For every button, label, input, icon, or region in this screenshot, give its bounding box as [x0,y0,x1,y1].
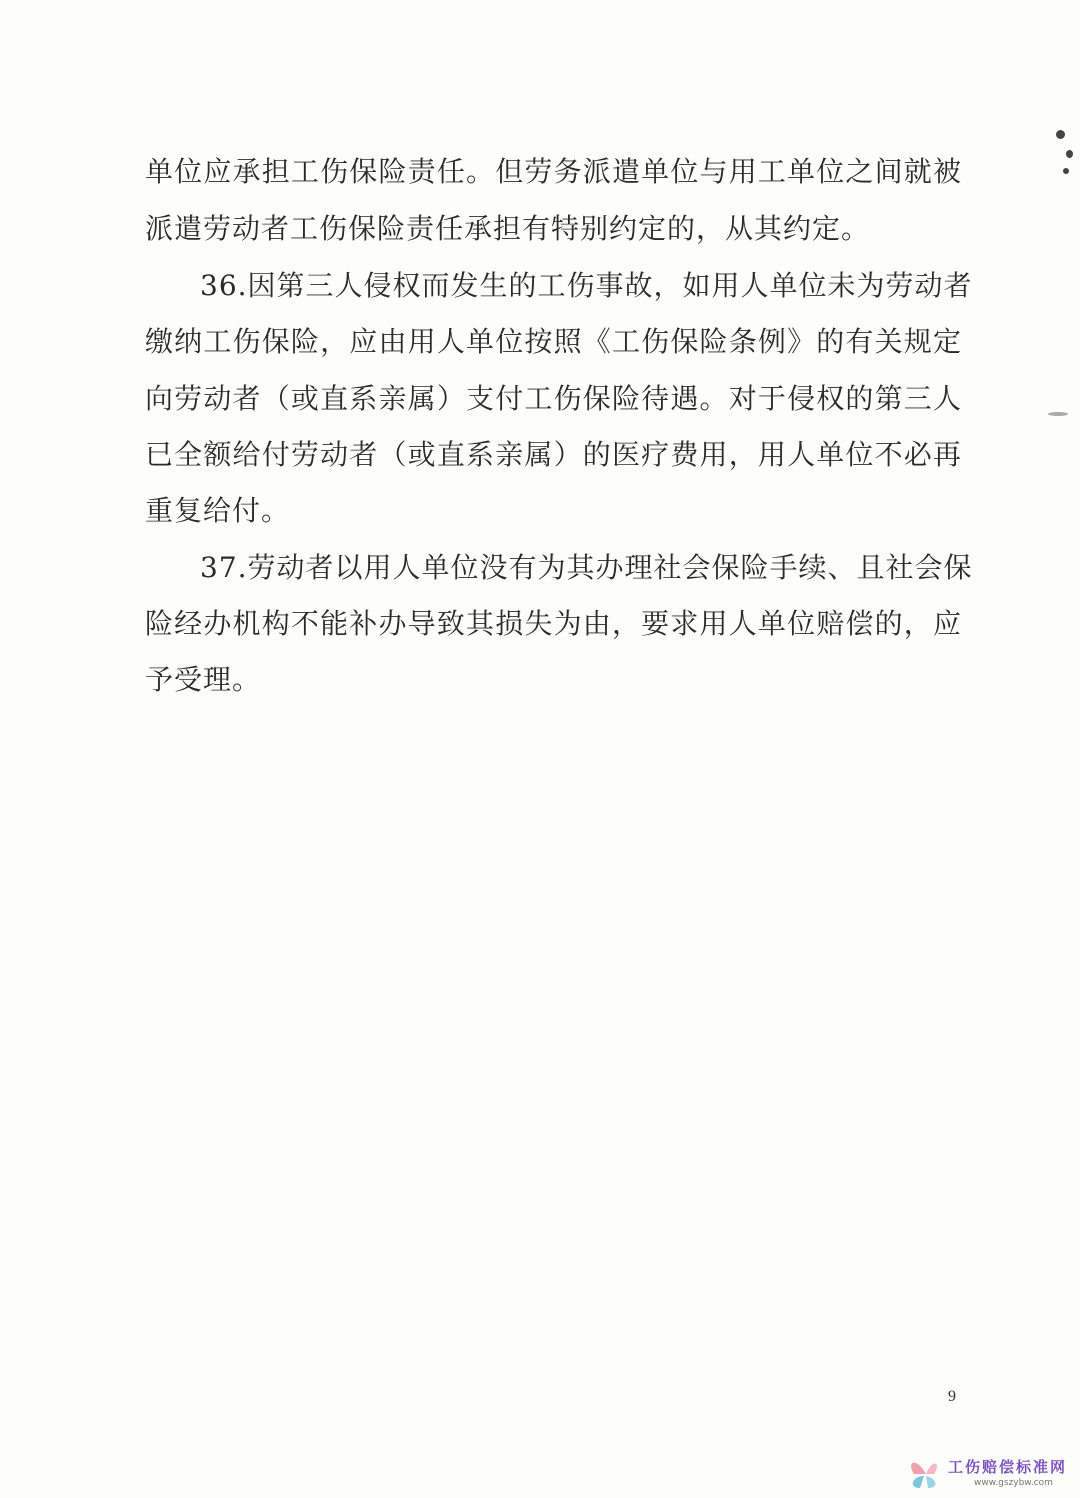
text-line: 予受理。 [145,663,262,696]
text-line: 向劳动者（或直系亲属）支付工伤保险待遇。对于侵权的第三人 [145,382,962,415]
text-line: 单位应承担工伤保险责任。但劳务派遣单位与用工单位之间就被 [145,155,962,188]
butterfly-icon [906,1454,946,1494]
paragraph-37-start: 37.劳动者以用人单位没有为其办理社会保险手续、且社会保 [200,551,973,584]
text-line: 重复给付。 [145,494,291,527]
text-line: 险经办机构不能补办导致其损失为由，要求用人单位赔偿的，应 [145,607,962,640]
scan-speck [1063,168,1069,174]
page-number: 9 [948,1388,956,1405]
scan-speck [1056,130,1065,139]
text-line: 派遣劳动者工伤保险责任承担有特别约定的，从其约定。 [145,212,871,245]
text-line: 已全额给付劳动者（或直系亲属）的医疗费用，用人单位不必再 [145,438,962,471]
watermark-title: 工伤赔偿标准网 [948,1458,1068,1476]
watermark-logo [906,1454,1076,1494]
scan-speck [1066,150,1073,158]
text-line: 缴纳工伤保险，应由用人单位按照《工伤保险条例》的有关规定 [145,325,962,358]
scan-speck [1048,412,1068,416]
paragraph-36-start: 36.因第三人侵权而发生的工伤事故，如用人单位未为劳动者 [200,269,973,302]
watermark-url: www.gszybw.com [974,1478,1053,1488]
